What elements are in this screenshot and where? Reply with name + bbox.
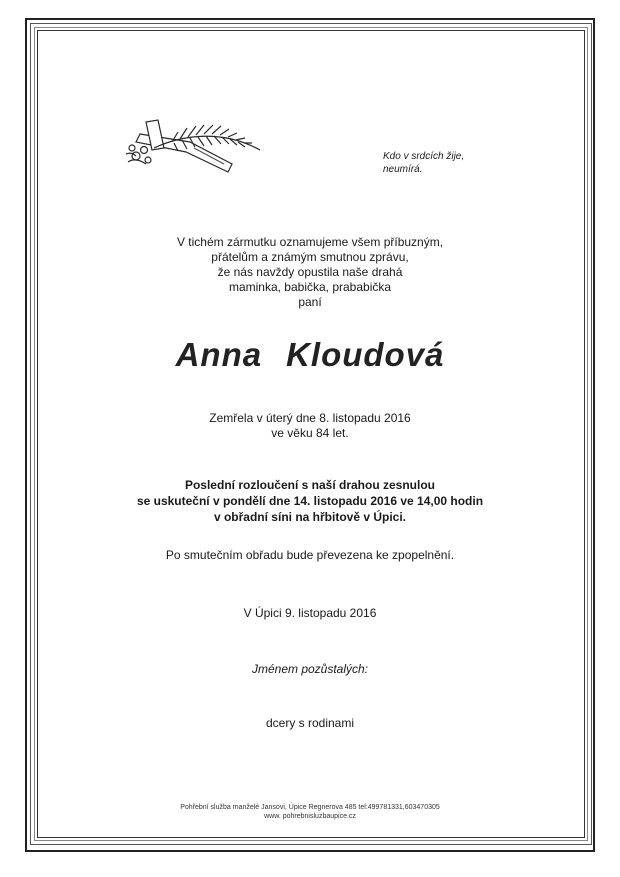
intro-line: že nás navždy opustila naše drahá xyxy=(217,265,403,279)
funeral-service-footer xyxy=(0,803,620,821)
farewell-info xyxy=(0,477,620,525)
place-and-date: V Úpici 9. listopadu 2016 xyxy=(243,606,377,620)
intro-line: V tichém zármutku oznamujeme všem příbuzným, xyxy=(176,235,444,249)
funeral-service-website: www. pohrebnisluzbaupice.cz xyxy=(264,813,356,820)
farewell-line: se uskuteční v pondělí dne 14. listopadu 2016 ve 14,00 hodin xyxy=(136,494,484,508)
motto-line: neumírá. xyxy=(383,164,423,175)
deceased-name xyxy=(0,336,620,374)
farewell-line: Poslední rozloučení s naší drahou zesnulou xyxy=(184,478,436,492)
farewell-line: v obřadní síni na hřbitově v Úpici. xyxy=(213,510,407,524)
intro-line: přátelům a známým smutnou zprávu, xyxy=(211,250,409,264)
intro-line: paní xyxy=(298,295,322,309)
motto xyxy=(383,150,464,176)
death-date: Zemřela v úterý dne 8. listopadu 2016 xyxy=(209,411,411,425)
intro-line: maminka, babička, prababička xyxy=(228,280,392,294)
death-info xyxy=(0,411,620,441)
cremation-note: Po smutečním obřadu bude převezena ke zpopelnění. xyxy=(165,548,455,562)
cross-with-palm-frond-icon xyxy=(124,112,264,178)
on-behalf-label: Jménem pozůstalých: xyxy=(251,662,369,676)
first-name: Anna xyxy=(175,336,263,373)
announcement-intro xyxy=(0,235,620,310)
survivors: dcery s rodinami xyxy=(265,716,355,730)
last-name: Kloudová xyxy=(286,336,445,373)
motto-line: Kdo v srdcích žije, xyxy=(383,151,465,162)
age: ve věku 84 let. xyxy=(271,426,349,440)
funeral-service-contact: Pohřební služba manželé Jansovi, Úpice Regnerova 485 tel:499781331,603470305 xyxy=(180,804,440,811)
